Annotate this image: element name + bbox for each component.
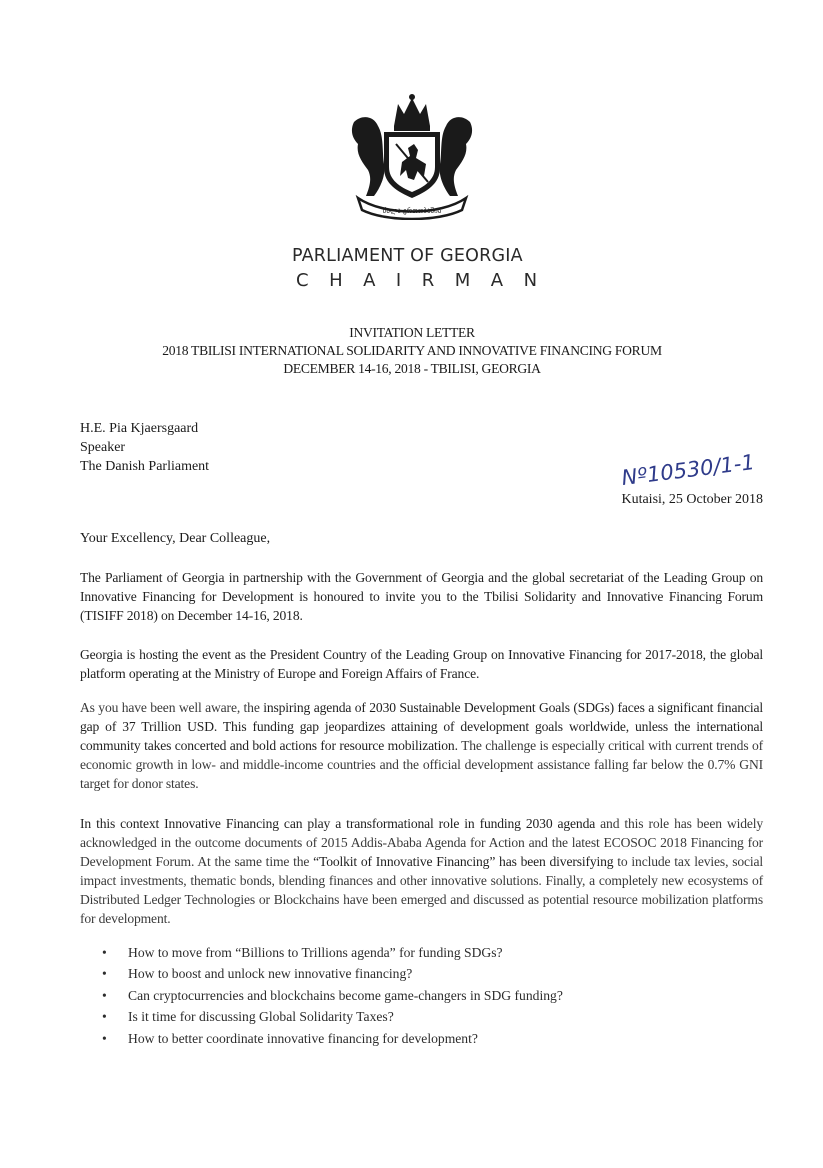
paragraph-invitation: The Parliament of Georgia in partnership with the Government of Georgia and the global secretariat of the Leading Group on Innovative Financing for Development is honoured to invite you to the Tbilisi Solidarity and Innovative Financing Forum (TISIFF 2018) on December 14-16, 2018. bbox=[80, 570, 763, 623]
list-item: • How to boost and unlock new innovative financing? bbox=[80, 963, 763, 984]
georgia-coat-of-arms-emblem bbox=[344, 92, 480, 220]
sdg-gap-intro: As you have been well aware, the bbox=[80, 700, 264, 715]
bullet-icon: • bbox=[102, 945, 107, 960]
sdg-gap-detail: The challenge is especially critical with current trends of economic growth in low- and middle-income countries and the official development assistance falling far below the 0.7% GNI target for donor states. bbox=[80, 738, 763, 791]
list-item: • How to move from “Billions to Trillions agenda” for funding SDGs? bbox=[80, 942, 763, 963]
toolkit-detail: to include tax levies, social impact investments, thematic bonds, blending finances and other innovative solutions. Finally, a completely new ecosystems of Distributed Ledger Technologies or Blockchains have been emerged and discussed as potential resource mobilization platforms for development. bbox=[80, 854, 763, 926]
paragraph-innovative-financing bbox=[80, 814, 763, 928]
questions-list bbox=[80, 942, 763, 1049]
toolkit-emphasis: “Toolkit of Innovative Financing” has been diversifying bbox=[313, 854, 614, 869]
paragraph-hosting: Georgia is hosting the event as the President Country of the Leading Group on Innovative Financing for 2017-2018, the global platform operating at the Ministry of Europe and Foreign Affairs of France. bbox=[80, 647, 763, 681]
list-item: • Is it time for discussing Global Solidarity Taxes? bbox=[80, 1006, 763, 1027]
sdg-gap-emphasis: inspiring agenda of 2030 Sustainable Development Goals (SDGs) faces a significant financial gap of 37 Trillion USD. This funding gap jeopardizes attaining of development goals worldwide, unless the international community takes concerted and bold actions for resource mobilization. bbox=[80, 700, 763, 753]
recipient-block bbox=[80, 419, 209, 476]
bullet-icon: • bbox=[102, 987, 107, 1003]
list-item: • Can cryptocurrencies and blockchains become game-changers in SDG funding? bbox=[80, 985, 763, 1006]
heading-forum: 2018 TBILISI INTERNATIONAL SOLIDARITY AND INNOVATIVE FINANCING FORUM bbox=[162, 343, 662, 358]
paragraph-sdg-gap bbox=[80, 698, 763, 793]
bullet-icon: • bbox=[102, 1009, 107, 1025]
innovative-financing-context: and this role has been widely acknowledged in the outcome documents of 2015 Addis-Ababa Agenda for Action and the latest ECOSOC 2018 Financing for Development Forum. At the same time the bbox=[80, 816, 763, 869]
org-role: CHAIRMAN bbox=[296, 270, 558, 291]
bullet-icon: • bbox=[102, 966, 107, 982]
handwritten-reference-number: Nº10530/1-1 bbox=[620, 449, 756, 491]
bullet-icon: • bbox=[102, 1030, 107, 1046]
emblem-motto: ძალა ერთობაშია bbox=[382, 207, 442, 215]
innovative-financing-emphasis: In this context Innovative Financing can play a transformational role in funding 2030 agenda bbox=[80, 816, 596, 831]
recipient-name: H.E. Pia Kjaersgaard bbox=[80, 421, 199, 436]
heading-title: INVITATION LETTER bbox=[349, 325, 475, 340]
recipient-title: Speaker bbox=[80, 440, 126, 455]
heading-dates: DECEMBER 14-16, 2018 - TBILISI, GEORGIA bbox=[283, 361, 541, 376]
list-item: • How to better coordinate innovative financing for development? bbox=[80, 1028, 763, 1049]
org-name: PARLIAMENT OF GEORGIA bbox=[292, 246, 523, 266]
salutation: Your Excellency, Dear Colleague, bbox=[80, 531, 271, 546]
recipient-org: The Danish Parliament bbox=[80, 459, 210, 474]
place-date: Kutaisi, 25 October 2018 bbox=[621, 492, 763, 507]
